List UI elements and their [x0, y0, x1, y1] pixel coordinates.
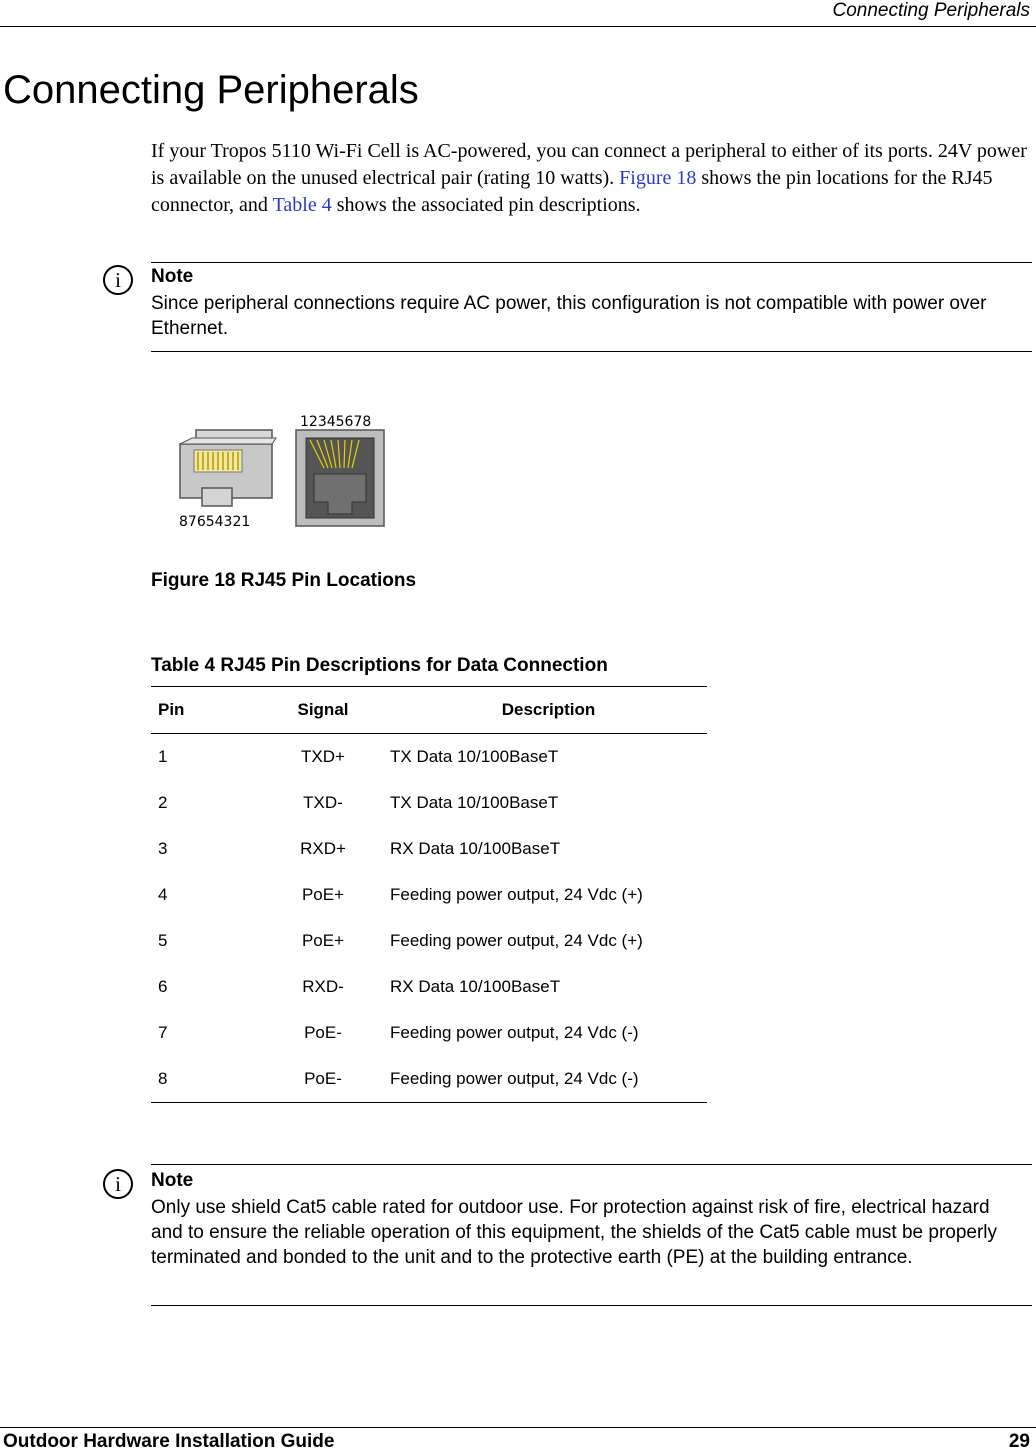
intro-text-2: shows the pin locations for the RJ45 connector, and: [151, 167, 993, 216]
note-label: Note: [151, 266, 194, 287]
header-signal: Signal: [263, 687, 383, 734]
cell-pin: 2: [158, 793, 168, 812]
cell-signal: PoE-: [304, 1023, 342, 1042]
intro-text-3: shows the associated pin descriptions.: [331, 194, 641, 216]
pin-description-table: [151, 686, 707, 1103]
cell-description: RX Data 10/100BaseT: [390, 977, 561, 996]
cell-pin: 7: [158, 1023, 168, 1042]
running-header: Connecting Peripherals: [832, 0, 1030, 21]
page-title: Connecting Peripherals: [3, 68, 419, 112]
cell-signal: PoE+: [301, 931, 345, 950]
rj45-connector-image: [176, 410, 388, 532]
intro-paragraph: [151, 138, 1031, 219]
footer-guide-title: Outdoor Hardware Installation Guide: [3, 1431, 335, 1452]
table-row: [151, 734, 707, 781]
cell-signal: PoE-: [263, 1056, 383, 1103]
cell-description: Feeding power output, 24 Vdc (-): [390, 1023, 639, 1042]
jack-pin-numbers: 12345678: [300, 414, 372, 430]
cell-description: Feeding power output, 24 Vdc (-): [383, 1056, 707, 1103]
cell-description: Feeding power output, 24 Vdc (+): [390, 931, 643, 950]
footer-rule: [0, 1427, 1036, 1428]
rj45-jack: [296, 414, 384, 526]
cell-signal: TXD+: [301, 747, 345, 766]
table-header-row: [151, 687, 707, 734]
cell-pin: 1: [158, 747, 168, 766]
cell-pin: 8: [151, 1056, 263, 1103]
figure-18-link[interactable]: Figure 18: [619, 167, 697, 189]
table-4-link[interactable]: Table 4: [272, 194, 332, 216]
cell-description: TX Data 10/100BaseT: [390, 793, 559, 812]
note-body: Only use shield Cat5 cable rated for outdoor use. For protection against risk of fire, electrical hazard and to ensure the reliable operation of this equipment, the shields of the Cat5 cable must be properly terminated and bonded to the unit and to the protective earth (PE) at the building entrance.: [151, 1197, 998, 1268]
note-label: Note: [151, 1170, 194, 1191]
cell-signal: RXD+: [300, 839, 346, 858]
note-cable: [115, 1164, 1032, 1306]
cell-signal: TXD-: [303, 793, 343, 812]
cell-signal: PoE+: [301, 885, 345, 904]
cell-pin: 5: [158, 931, 168, 950]
plug-pin-numbers: 87654321: [179, 514, 251, 530]
table-caption: Table 4 RJ45 Pin Descriptions for Data Connection: [151, 655, 608, 676]
table-row: [151, 1010, 707, 1056]
intro-text-1: If your Tropos 5110 Wi-Fi Cell is AC-powered, you can connect a peripheral to either of its ports. 24V power is available on the unused electrical pair (rating 10 watts).: [151, 140, 1027, 189]
table-row: [151, 872, 707, 918]
rj45-figure: [176, 410, 388, 532]
info-icon: i: [103, 1169, 133, 1199]
page-number: 29: [1008, 1431, 1030, 1452]
cell-description: RX Data 10/100BaseT: [390, 839, 561, 858]
table-row: [151, 780, 707, 826]
cell-pin: 3: [158, 839, 168, 858]
table-row: [151, 964, 707, 1010]
cell-description: TX Data 10/100BaseT: [390, 747, 559, 766]
header-pin: Pin: [151, 687, 263, 734]
cell-pin: 6: [158, 977, 168, 996]
figure-caption: Figure 18 RJ45 Pin Locations: [151, 570, 417, 591]
note-body: Since peripheral connections require AC power, this configuration is not compatible with power over Ethernet.: [151, 293, 987, 339]
cell-pin: 4: [158, 885, 168, 904]
info-icon: i: [103, 265, 133, 295]
table-row: [151, 918, 707, 964]
header-rule: [0, 26, 1036, 27]
header-description: Description: [383, 687, 707, 734]
table-row: [151, 826, 707, 872]
note-power: [115, 262, 1032, 352]
table-row: [151, 1056, 707, 1103]
rj45-plug: [179, 430, 276, 530]
cell-signal: RXD-: [302, 977, 344, 996]
cell-description: Feeding power output, 24 Vdc (+): [390, 885, 643, 904]
